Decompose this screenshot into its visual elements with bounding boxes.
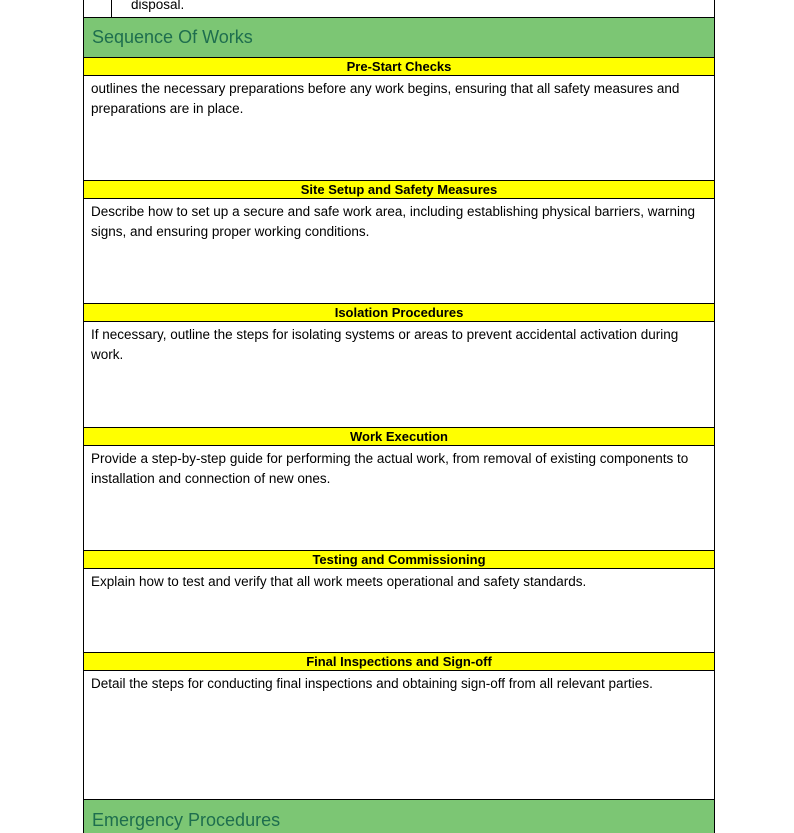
section-final-inspections: [84, 652, 714, 799]
section-header-isolation-procedures: Isolation Procedures: [84, 303, 714, 322]
section-header-pre-start-checks: Pre-Start Checks: [84, 57, 714, 76]
partial-paragraph-text: disposal.: [131, 0, 185, 12]
section-header-testing-commissioning: Testing and Commissioning: [84, 550, 714, 569]
inner-cell-divider: [111, 0, 112, 18]
section-body-final-inspections: Detail the steps for conducting final inspections and obtaining sign-off from all relevant parties.: [84, 671, 714, 799]
section-body-testing-commissioning: Explain how to test and verify that all work meets operational and safety standards.: [84, 569, 714, 652]
section-header-work-execution: Work Execution: [84, 427, 714, 446]
section-pre-start-checks: [84, 57, 714, 180]
emergency-procedures-banner: Emergency Procedures: [84, 799, 714, 833]
section-body-isolation-procedures: If necessary, outline the steps for isolating systems or areas to prevent accidental activation during work.: [84, 322, 714, 427]
sequence-of-works-banner: Sequence Of Works: [84, 18, 714, 57]
section-body-site-setup: Describe how to set up a secure and safe work area, including establishing physical barriers, warning signs, and ensuring proper working conditions.: [84, 199, 714, 303]
section-header-final-inspections: Final Inspections and Sign-off: [84, 652, 714, 671]
section-testing-commissioning: [84, 550, 714, 652]
section-body-work-execution: Provide a step-by-step guide for performing the actual work, from removal of existing components to installation and connection of new ones.: [84, 446, 714, 550]
method-statement-table: [83, 0, 715, 833]
section-work-execution: [84, 427, 714, 550]
section-header-site-setup: Site Setup and Safety Measures: [84, 180, 714, 199]
top-partial-row: [84, 0, 714, 18]
section-body-pre-start-checks: outlines the necessary preparations before any work begins, ensuring that all safety measures and preparations are in place.: [84, 76, 714, 180]
section-site-setup: [84, 180, 714, 303]
section-isolation-procedures: [84, 303, 714, 427]
